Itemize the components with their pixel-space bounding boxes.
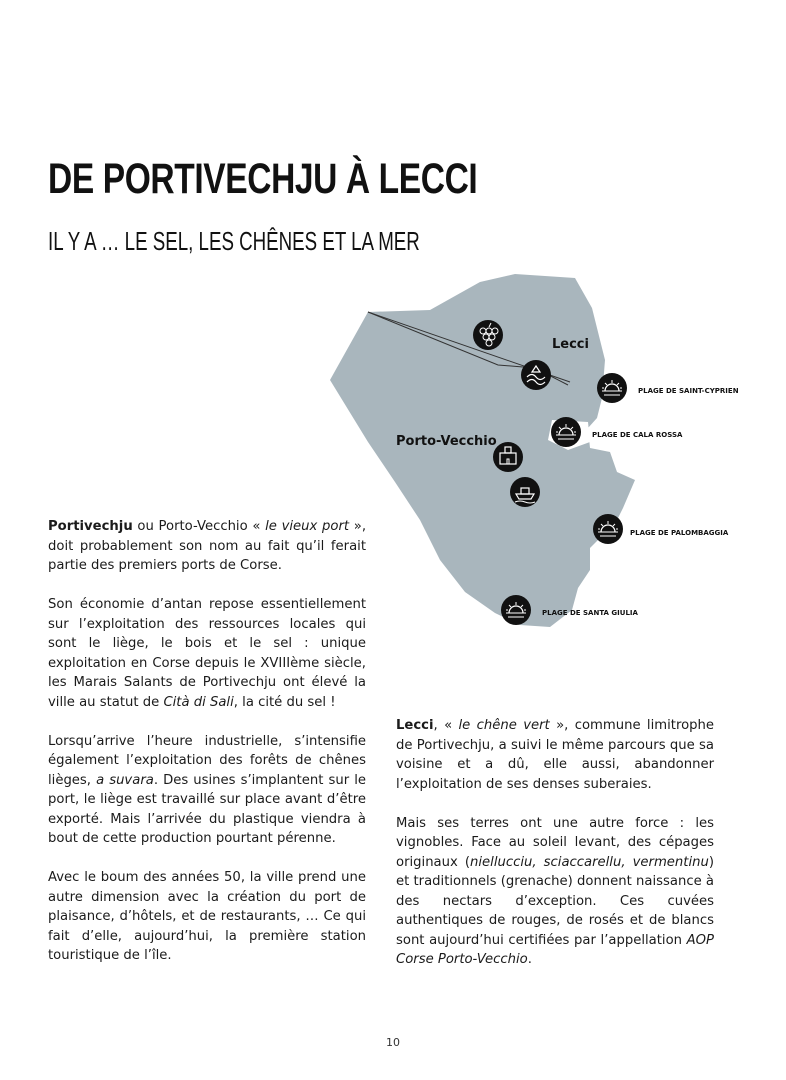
page-title: DE PORTIVECHJU À LECCI bbox=[48, 155, 478, 203]
text: ou Porto-Vecchio « bbox=[132, 519, 266, 534]
lead-lecci: Lecci bbox=[396, 718, 434, 733]
label-santa-giulia: PLAGE DE SANTA GIULIA bbox=[542, 609, 638, 617]
text: », doit probablement son nom au fait qu’il ferait partie des premiers ports de Corse. bbox=[48, 519, 367, 573]
label-palombaggia: PLAGE DE PALOMBAGGIA bbox=[630, 529, 729, 537]
region-map bbox=[320, 270, 780, 670]
text: », commune limitrophe de Portivechju, a suivi le même parcours que sa voisine et a dû, elle aussi, abandonner l’exploitation de ses denses suberaies. bbox=[396, 718, 714, 792]
right-column bbox=[396, 716, 714, 989]
label-cala-rossa: PLAGE DE CALA ROSSA bbox=[592, 431, 683, 439]
sunrise-icon bbox=[593, 514, 623, 544]
text: . Des usines s’implantent sur le port, le liège est travaillé sur place avant d’être exporté. Mais l’arrivée du plastique viendra à bout de cette production pourtant pérenne. bbox=[48, 772, 366, 846]
text: Lorsqu’arrive l’heure industrielle, s’intensifie également l’exploitation des forêts de chênes lièges, bbox=[48, 733, 366, 788]
text: , la cité du sel ! bbox=[233, 694, 336, 710]
paragraph-portivechju-name bbox=[48, 517, 366, 576]
sunrise-icon bbox=[597, 373, 627, 403]
label-saint-cyprien: PLAGE DE SAINT-CYPRIEN bbox=[638, 387, 739, 395]
text: , « bbox=[433, 718, 459, 733]
label-porto-vecchio: Porto-Vecchio bbox=[396, 434, 497, 449]
salt-marsh-icon bbox=[521, 360, 551, 390]
citadel-icon bbox=[493, 442, 523, 472]
italic-text: niellucciu, sciaccarellu, vermentinu bbox=[470, 854, 709, 870]
paragraph-industry bbox=[48, 732, 366, 849]
italic-text: AOP Corse Porto-Vecchio bbox=[396, 932, 714, 967]
paragraph-economy bbox=[48, 595, 366, 712]
italic-text: a suvara bbox=[96, 772, 154, 788]
text: ) et traditionnels (grenache) donnent naissance à des nectars d’exception. Ces cuvées authentiques de rouges, de rosés et de blancs sont aujourd’hui certifiées par l’appellation bbox=[396, 854, 714, 948]
sunrise-icon bbox=[551, 417, 581, 447]
page-subtitle: IL Y A … LE SEL, LES CHÊNES ET LA MER bbox=[48, 226, 420, 256]
sunrise-icon bbox=[501, 595, 531, 625]
paragraph-tourism: Avec le boum des années 50, la ville prend une autre dimension avec la création du port de plaisance, d’hôtels, et de restaurants, … Ce qui fait d’elle, aujourd’hui, la première station touristique de l’île. bbox=[48, 870, 366, 963]
italic-text: le chêne vert bbox=[458, 718, 550, 733]
text: Mais ses terres ont une autre force : les vignobles. Face au soleil levant, des cépages originaux ( bbox=[396, 815, 714, 870]
paragraph-lecci bbox=[396, 716, 714, 794]
paragraph-vineyards bbox=[396, 814, 714, 970]
left-column bbox=[48, 517, 366, 985]
boat-icon bbox=[510, 477, 540, 507]
italic-text: Cità di Sali bbox=[163, 694, 234, 710]
text: . bbox=[527, 952, 532, 967]
text: Son économie d’antan repose essentiellement sur l’exploitation des ressources locales qui sont le liège, le bois et le sel : unique exploitation en Corse depuis le XVIIIème siècle, les Marais Salants de Portivechju ont élevé la ville au statut de bbox=[48, 597, 366, 710]
page-number: 10 bbox=[386, 1036, 400, 1049]
lead-portivechju: Portivechju bbox=[48, 519, 133, 534]
italic-text: le vieux port bbox=[265, 519, 350, 534]
label-lecci: Lecci bbox=[552, 337, 589, 352]
grapes-icon bbox=[473, 320, 503, 350]
